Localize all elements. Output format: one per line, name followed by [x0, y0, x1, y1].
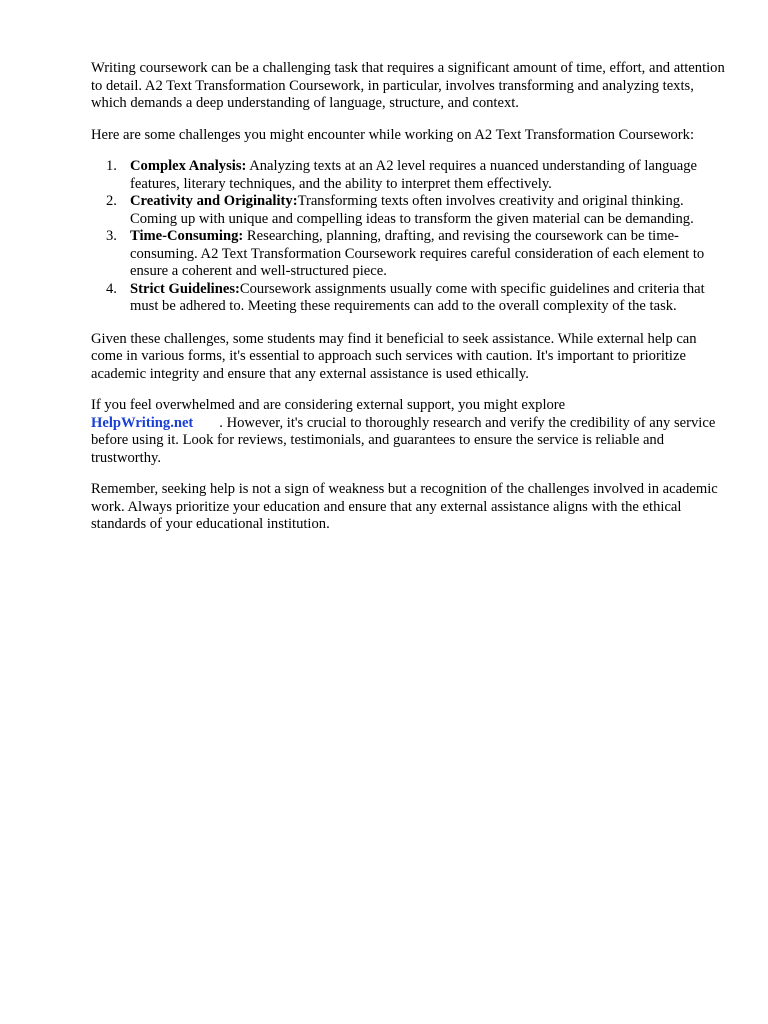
caution-paragraph: Given these challenges, some students may find it beneficial to seek assistance. While external help can come in various forms, it's essential to approach such services with caution. It's important to prioritize academic integrity and ensure that any external assistance is used ethically.: [91, 330, 697, 382]
list-item-term: Time-Consuming:: [130, 228, 244, 244]
list-item-number: 1.: [106, 158, 117, 174]
list-item-text: Coursework assignments usually come with specific guidelines and criteria that must be adhered to. Meeting these requirements can add to the overall complexity of the task.: [130, 280, 705, 314]
list-item-term: Creativity and Originality:: [130, 193, 298, 209]
closing-paragraph: Remember, seeking help is not a sign of weakness but a recognition of the challenges involved in academic work. Always prioritize your education and ensure that any external assistance aligns with the ethical standards of your educational institution.: [91, 481, 718, 532]
list-item-number: 4.: [106, 280, 117, 297]
list-item: [91, 158, 727, 193]
helpwriting-link[interactable]: HelpWriting.net: [91, 414, 194, 431]
list-item: [91, 281, 727, 316]
list-item-number: 2.: [106, 193, 117, 209]
document-page: [91, 60, 727, 548]
support-text-after-link: . However, it's crucial to thoroughly research and verify the credibility of any service before using it. Look for reviews, testimonials, and guarantees to ensure the service is reliable and trustworthy.: [91, 414, 716, 466]
intro-paragraph: Writing coursework can be a challenging task that requires a significant amount of time, effort, and attention to detail. A2 Text Transformation Coursework, in particular, involves transforming and analyzing texts, which demands a deep understanding of language, structure, and context.: [91, 60, 725, 111]
list-item-text: Transforming texts often involves creativity and original thinking. Coming up with unique and compelling ideas to transform the given material can be demanding.: [130, 193, 694, 227]
challenges-list: [91, 158, 727, 316]
list-item: [91, 228, 727, 281]
list-item-number: 3.: [106, 228, 117, 244]
list-item-text: Analyzing texts at an A2 level requires a nuanced understanding of language features, literary techniques, and the ability to interpret them effectively.: [130, 158, 697, 192]
list-item: [91, 193, 727, 228]
list-item-term: Strict Guidelines:: [130, 280, 240, 297]
support-text-before-link: If you feel overwhelmed and are considering external support, you might explore: [91, 397, 566, 413]
list-item-text: Researching, planning, drafting, and revising the coursework can be time-consuming. A2 Text Transformation Coursework requires careful consideration of each element to ensure a coherent and well-structured piece.: [130, 228, 705, 279]
list-item-term: Complex Analysis:: [130, 158, 247, 174]
support-paragraph: [91, 397, 727, 467]
challenges-intro-paragraph: Here are some challenges you might encounter while working on A2 Text Transformation Coursework:: [91, 126, 695, 143]
